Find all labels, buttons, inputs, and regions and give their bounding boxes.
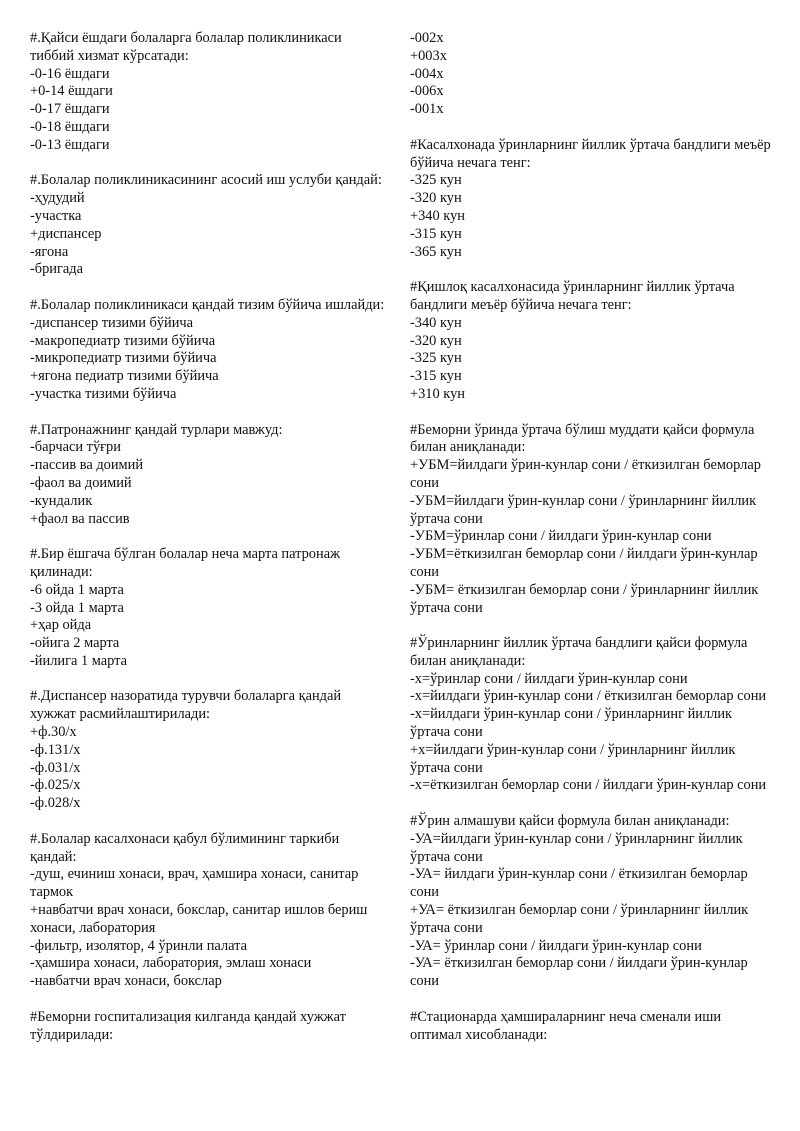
question-text: #.Болалар касалхонаси қабул бўлимининг таркиби қандай:	[30, 830, 343, 865]
answer-option: +УА= ёткизилган беморлар сони / ўринларнинг йиллик ўртача сони	[410, 902, 752, 936]
question-text: #.Болалар поликлиникасининг асосий иш услуби қандай:	[30, 172, 382, 189]
question-text: #.Бир ёшгача бўлган болалар неча марта патронаж қилинади:	[30, 546, 344, 580]
answer-option: -йилига 1 марта	[30, 652, 128, 669]
right-column	[410, 30, 775, 1044]
answer-option: +х=йилдаги ўрин-кунлар сони / ўринларнинг йиллик ўртача сони	[410, 741, 739, 776]
answer-option: -пассив ва доимий	[30, 457, 144, 474]
answer-option: -х=йилдаги ўрин-кунлар сони / ёткизилган беморлар сони	[410, 688, 767, 705]
answer-option: -УА= йилдаги ўрин-кунлар сони / ёткизилган беморлар сони	[410, 866, 752, 901]
question-block	[410, 30, 775, 119]
answer-option: -навбатчи врач хонаси, бокслар	[30, 973, 222, 990]
question-text: #.Болалар поликлиникаси қандай тизим бўйича ишлайди:	[30, 296, 385, 313]
answer-option: -УБМ=йилдаги ўрин-кунлар сони / ўринларнинг йиллик ўртача сони	[410, 492, 760, 527]
answer-option: +ягона педиатр тизими бўйича	[30, 368, 219, 385]
question-text: #.Қайси ёшдаги болаларга болалар поликлиникаси тиббий хизмат кўрсатади:	[30, 30, 346, 64]
answer-option: +340 кун	[410, 207, 465, 224]
answer-option: -006х	[410, 83, 444, 100]
question-block	[30, 422, 385, 529]
question-text: #Қишлоқ касалхонасида ўринларнинг йиллик ўртача бандлиги меъёр бўйича нечага тенг:	[410, 279, 739, 313]
answer-option: -0-18 ёшдаги	[30, 118, 110, 135]
answer-option: -ҳудудий	[30, 190, 85, 207]
answer-option: -320 кун	[410, 332, 462, 349]
answer-option: -участка тизими бўйича	[30, 385, 177, 402]
answer-option: -УБМ= ёткизилган беморлар сони / ўринларнинг йиллик ўртача сони	[410, 581, 762, 616]
answer-option: -микропедиатр тизими бўйича	[30, 350, 217, 367]
question-text: #Ўринларнинг йиллик ўртача бандлиги қайси формула билан аниқланади:	[410, 635, 752, 669]
question-block	[410, 635, 775, 795]
answer-option: -ф.028/х	[30, 795, 81, 812]
answer-option: -УА= ўринлар сони / йилдаги ўрин-кунлар сони	[410, 937, 702, 954]
question-block	[30, 297, 385, 404]
answer-option: -001х	[410, 101, 444, 118]
answer-option: +ф.30/х	[30, 724, 77, 741]
answer-option: -320 кун	[410, 190, 462, 207]
answer-option: -х=ёткизилган беморлар сони / йилдаги ўрин-кунлар сони	[410, 777, 767, 794]
answer-option: -душ, ечиниш хонаси, врач, ҳамшира хонаси, санитар тармок	[30, 866, 362, 901]
answer-option: -х=йилдаги ўрин-кунлар сони / ўринларнинг йиллик ўртача сони	[410, 706, 736, 741]
answer-option: -диспансер тизими бўйича	[30, 314, 194, 331]
answer-option: -ф.131/х	[30, 741, 81, 758]
answer-option: -6 ойда 1 марта	[30, 581, 124, 598]
question-text: #.Диспансер назоратида турувчи болаларга қандай хужжат расмийлаштирилади:	[30, 688, 345, 723]
question-block	[410, 279, 775, 404]
answer-option: -х=ўринлар сони / йилдаги ўрин-кунлар сони	[410, 670, 688, 687]
question-block	[30, 688, 385, 813]
answer-option: +фаол ва пассив	[30, 510, 130, 527]
answer-option: -бригада	[30, 261, 84, 278]
answer-option: -ҳамшира хонаси, лаборатория, эмлаш хонаси	[30, 955, 312, 972]
answer-option: -УБМ=ёткизилган беморлар сони / йилдаги ўрин-кунлар сони	[410, 546, 762, 580]
question-text: #.Патронажнинг қандай турлари мавжуд:	[30, 421, 283, 438]
answer-option: -барчаси тўғри	[30, 439, 121, 456]
answer-option: -340 кун	[410, 314, 462, 331]
answer-option: -участка	[30, 207, 82, 224]
answer-option: -УА= ёткизилган беморлар сони / йилдаги ўрин-кунлар сони	[410, 955, 752, 990]
answer-option: -ягона	[30, 243, 69, 260]
answer-option: -315 кун	[410, 225, 462, 242]
question-text: #Беморни ўринда ўртача бўлиш муддати қайси формула билан аниқланади:	[410, 421, 758, 456]
answer-option: -365 кун	[410, 243, 462, 260]
question-text: #Стационарда ҳамшираларнинг неча сменали иши оптимал хисобланади:	[410, 1008, 725, 1043]
answer-option: -УА=йилдаги ўрин-кунлар сони / ўринларнинг йиллик ўртача сони	[410, 830, 747, 865]
answer-option: +310 кун	[410, 385, 465, 402]
answer-option: -фаол ва доимий	[30, 474, 132, 491]
question-block	[30, 30, 385, 155]
answer-option: +ҳар ойда	[30, 617, 92, 634]
answer-option: -002х	[410, 30, 444, 46]
answer-option: -кундалик	[30, 492, 93, 509]
question-block	[410, 422, 775, 618]
question-block	[30, 831, 385, 991]
question-text: #Беморни госпитализация килганда қандай хужжат тўлдирилади:	[30, 1008, 350, 1043]
answer-option: -3 ойда 1 марта	[30, 599, 124, 616]
answer-option: +003х	[410, 47, 447, 64]
question-block	[410, 813, 775, 991]
answer-option: -ойига 2 марта	[30, 635, 120, 652]
question-block	[410, 1009, 775, 1045]
answer-option: -ф.031/х	[30, 759, 81, 776]
answer-option: +навбатчи врач хонаси, бокслар, санитар ишлов бериш хонаси, лаборатория	[30, 902, 371, 936]
answer-option: +УБМ=йилдаги ўрин-кунлар сони / ёткизилган беморлар сони	[410, 457, 765, 491]
answer-option: +0-14 ёшдаги	[30, 83, 113, 100]
question-text: #Касалхонада ўринларнинг йиллик ўртача бандлиги меъёр бўйича нечага тенг:	[410, 136, 775, 171]
answer-option: -ф.025/х	[30, 777, 81, 794]
answer-option: -макропедиатр тизими бўйича	[30, 332, 216, 349]
answer-option: -325 кун	[410, 350, 462, 367]
answer-option: -004х	[410, 65, 444, 82]
answer-option: -315 кун	[410, 368, 462, 385]
answer-option: -325 кун	[410, 172, 462, 189]
question-block	[30, 546, 385, 671]
question-text: #Ўрин алмашуви қайси формула билан аниқланади:	[410, 813, 730, 830]
answer-option: -0-16 ёшдаги	[30, 65, 110, 82]
question-block	[410, 137, 775, 262]
answer-option: -УБМ=ўринлар сони / йилдаги ўрин-кунлар сони	[410, 528, 712, 545]
answer-option: +диспансер	[30, 225, 102, 242]
answer-option: -0-17 ёшдаги	[30, 101, 110, 118]
question-block	[30, 172, 385, 279]
answer-option: -фильтр, изолятор, 4 ўринли палата	[30, 937, 247, 954]
left-column	[30, 30, 385, 1044]
question-block	[30, 1009, 385, 1045]
answer-option: -0-13 ёшдаги	[30, 136, 110, 153]
